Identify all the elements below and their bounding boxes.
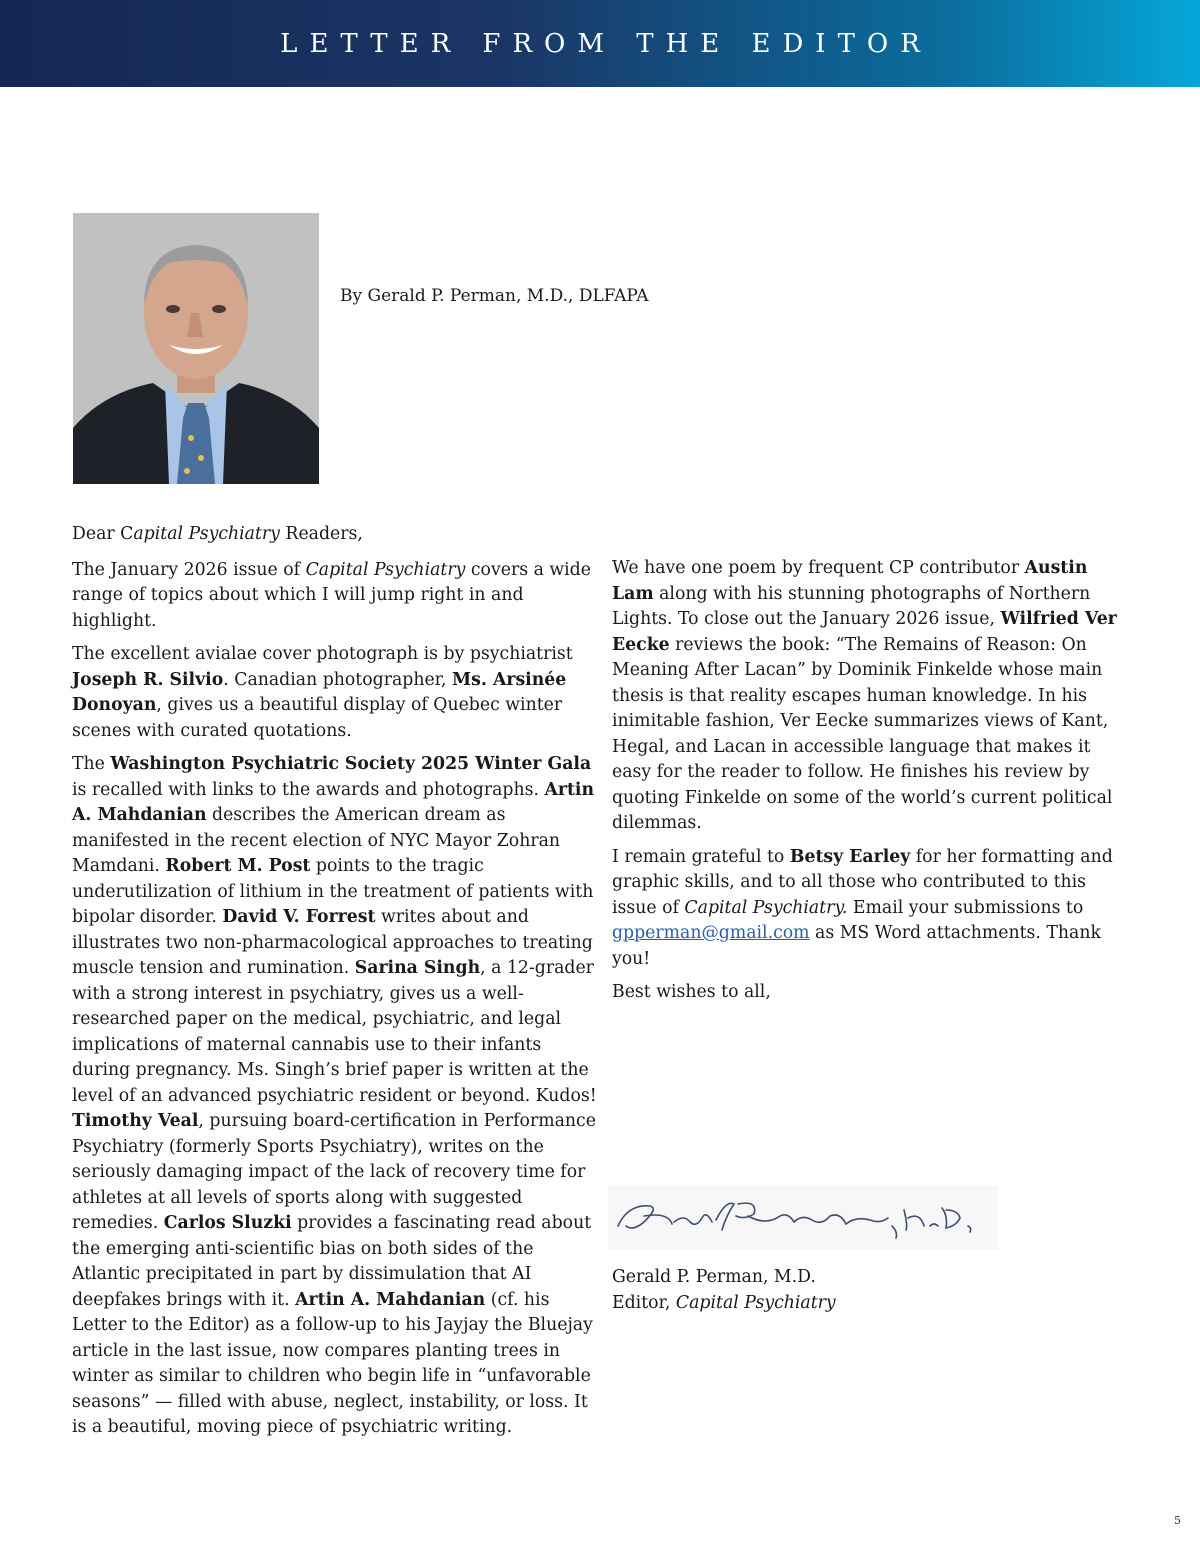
event-name: Washington Psychiatric Society 2025 Winter Gala	[110, 754, 592, 774]
portrait-illustration	[73, 213, 319, 484]
publication-name: Capital Psychiatry	[305, 559, 466, 580]
author-photo	[73, 213, 319, 484]
publication-name: Capital Psychiatry	[675, 1292, 836, 1313]
contributor-name: Joseph R. Silvio	[72, 669, 224, 690]
contributor-name: Sarina Singh	[354, 958, 481, 978]
signer-title: Editor, Capital Psychiatry	[612, 1292, 836, 1313]
letter-column-left	[72, 522, 597, 1449]
contributor-name: David V. Forrest	[222, 907, 376, 927]
salutation-text: Dear C	[72, 524, 134, 544]
contributor-name: Artin A. Mahdanian	[72, 779, 595, 825]
contributor-name: Timothy Veal	[72, 1111, 199, 1131]
contributor-name: Austin Lam	[612, 558, 1088, 604]
contributor-name: Artin A. Mahdanian	[295, 1289, 486, 1310]
page-number: 5	[1174, 1514, 1181, 1527]
salutation	[72, 522, 597, 548]
header-banner	[0, 0, 1200, 87]
paragraph-contents: The Washington Psychiatric Society 2025 Winter Gala is recalled with links to the awards and photographs. Artin A. Mahdanian describes the American dream as manifested in the recent election of NYC Mayor Zohran Mamdani. Robert M. Post points to the tragic underutilization of lithium in the treatment of patients with bipolar disorder. David V. Forrest writes about and illustrates two non-pharmacological approaches to treating muscle tension and rumination. Sarina Singh, a 12-grader with a strong interest in psychiatry, gives us a well-researched paper on the medical, psychiatric, and legal implications of maternal cannabis use to their infants during pregnancy. Ms. Singh’s brief paper is written at the level of an advanced psychiatric resident or beyond. Kudos! Timothy Veal, pursuing board-certification in Performance Psychiatry (formerly Sports Psychiatry), writes on the seriously damaging impact of the lack of recovery time for athletes at all levels of sports along with suggested remedies. Carlos Sluzki provides a fascinating read about the emerging anti-scientific bias on both sides of the Atlantic precipitated in part by dissimulation that AI deepfakes brings with it. Artin A. Mahdanian (cf. his Letter to the Editor) as a follow-up to his Jayjay the Bluejay article in the last issue, now compares planting trees in winter as similar to children who begin life in “unfavorable seasons” — filled with abuse, neglect, instability, or loss. It is a beautiful, moving piece of psychiatric writing.	[72, 754, 597, 1437]
paragraph-intro: The January 2026 issue of Capital Psychiatry covers a wide range of topics about which I will jump right in and highlight.	[72, 559, 591, 631]
contributor-name: Wilfried Ver Eecke	[612, 609, 1117, 655]
publication-name: Capital Psychiatry.	[684, 897, 848, 918]
paragraph-poem: We have one poem by frequent CP contributor Austin Lam along with his stunning photographs of Northern Lights. To close out the January 2026 issue, Wilfried Ver Eecke reviews the book: “The Remains of Reason: On Meaning After Lacan” by Dominik Finkelde whose main thesis is that reality escapes human knowledge. In his inimitable fashion, Ver Eecke summarizes views of Kant, Hegal, and Lacan in accessible language that makes it easy for the reader to follow. He finishes his review by quoting Finkelde on some of the world’s current political dilemmas.	[612, 558, 1117, 833]
paragraph-cover: The excellent avialae cover photograph is by psychiatrist Joseph R. Silvio. Canadian photographer, Ms. Arsinée Donoyan, gives us a beautiful display of Quebec winter scenes with curated quotations.	[72, 644, 573, 741]
email-link[interactable]: gpperman@gmail.com	[612, 923, 810, 943]
paragraph-thanks: I remain grateful to Betsy Earley for her formatting and graphic skills, and to all those who contributed to this issue of Capital Psychiatry. Email your submissions to gpperman@gmail.com as MS Word attachments. Thank you!	[612, 846, 1113, 969]
contributor-name: Robert M. Post	[165, 856, 311, 876]
signer-name: Gerald P. Perman, M.D.	[612, 1267, 816, 1287]
contributor-name: Carlos Sluzki	[163, 1213, 292, 1233]
signature-block	[612, 1265, 1012, 1316]
contributor-name: Betsy Earley	[789, 846, 911, 867]
closing-line: Best wishes to all,	[612, 982, 771, 1002]
section-title: LETTER FROM THE EDITOR	[280, 28, 932, 59]
contributor-name: Ms. Arsinée Donoyan	[72, 669, 567, 715]
letter-column-right	[612, 556, 1132, 1014]
handwritten-signature	[608, 1186, 998, 1250]
salutation-text: Readers,	[279, 524, 363, 544]
publication-name: apital Psychiatry	[133, 524, 280, 544]
byline: By Gerald P. Perman, M.D., DLFAPA	[340, 286, 649, 306]
